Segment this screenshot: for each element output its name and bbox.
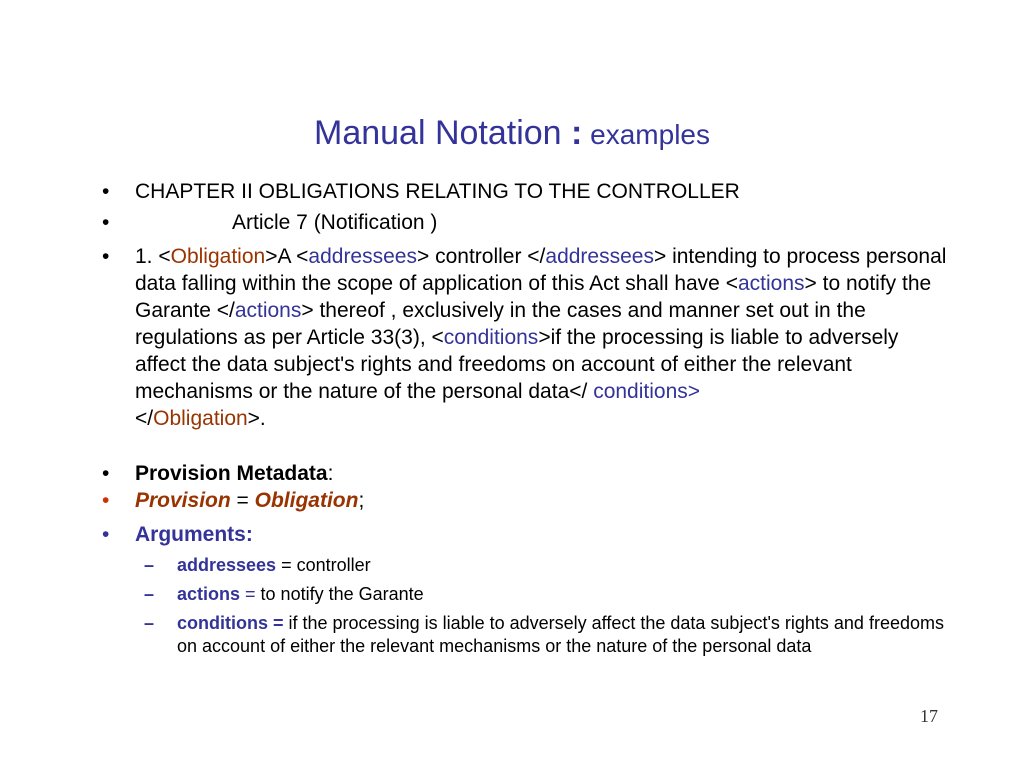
bullet-chapter	[102, 178, 952, 205]
bullet-marker: •	[102, 523, 110, 546]
bullet-article	[102, 209, 952, 236]
bullet-marker: •	[102, 211, 110, 234]
argument-eq: =	[268, 613, 289, 633]
clause-part: > thereof , exclusively in the cases and manner set out in the regulations as per Article 33(3), <	[135, 299, 866, 349]
page-number: 17	[920, 706, 938, 726]
title-sub: examples	[582, 119, 710, 150]
clause-part: </	[135, 407, 154, 430]
clause-text	[135, 245, 946, 430]
provision-eq: =	[230, 489, 255, 512]
provision-semicolon: ;	[358, 489, 365, 512]
clause-part: >.	[247, 407, 266, 430]
dash-marker: –	[144, 613, 155, 633]
argument-addressees	[144, 554, 952, 577]
conditions-tag-close: conditions>	[593, 380, 701, 403]
argument-key: conditions	[177, 613, 268, 633]
argument-actions	[144, 583, 952, 606]
argument-eq: =	[276, 555, 297, 575]
article-text: Article 7 (Notification )	[232, 211, 438, 234]
provision-value: Obligation	[254, 489, 359, 512]
title-main: Manual Notation	[314, 114, 572, 152]
argument-value: to notify the Garante	[260, 584, 424, 604]
arguments-label: Arguments:	[135, 523, 253, 546]
clause-part: >A <	[265, 245, 309, 268]
arguments-list	[102, 554, 952, 658]
provision-label: Provision	[135, 489, 231, 512]
addressees-tag-close: addressees	[545, 245, 654, 268]
obligation-tag-close: Obligation	[153, 407, 248, 430]
argument-eq: =	[240, 584, 261, 604]
bullet-metadata	[102, 460, 952, 487]
clause-part: > to notify the Garante </	[135, 272, 932, 322]
bullet-marker: •	[102, 245, 110, 268]
title-colon: :	[571, 114, 583, 152]
bullet-marker: •	[102, 489, 110, 512]
addressees-tag: addressees	[308, 245, 417, 268]
bullet-provision	[102, 487, 952, 514]
conditions-tag: conditions	[443, 326, 539, 349]
bullet-arguments	[102, 521, 952, 548]
argument-key: addressees	[177, 555, 277, 575]
clause-part: 1. <	[135, 245, 171, 268]
actions-tag: actions	[737, 272, 805, 295]
metadata-colon: :	[327, 462, 334, 485]
dash-marker: –	[144, 584, 155, 604]
clause-part: > intending to process personal data falling within the scope of application of this Act shall have <	[135, 245, 947, 295]
clause-part: > controller </	[416, 245, 546, 268]
clause-part: >if the processing is liable to adversely affect the data subject's rights and freedoms on account of either the relevant mechanisms or the nature of the personal data</	[135, 326, 899, 403]
actions-tag-close: actions	[234, 299, 302, 322]
bullet-clause	[102, 243, 952, 432]
slide-title	[0, 110, 1024, 158]
argument-value: if the processing is liable to adversely affect the data subject's rights and freedoms on account of either the relevant mechanisms or the nature of the personal data	[177, 613, 944, 656]
metadata-label: Provision Metadata	[135, 462, 328, 485]
argument-value: controller	[296, 555, 371, 575]
obligation-tag: Obligation	[170, 245, 266, 268]
dash-marker: –	[144, 555, 155, 575]
bullet-marker: •	[102, 180, 110, 203]
argument-key: actions	[177, 584, 241, 604]
chapter-text: CHAPTER II OBLIGATIONS RELATING TO THE CONTROLLER	[135, 180, 740, 203]
bullet-marker: •	[102, 462, 110, 485]
argument-conditions	[144, 612, 952, 658]
bullet-list	[102, 178, 952, 658]
